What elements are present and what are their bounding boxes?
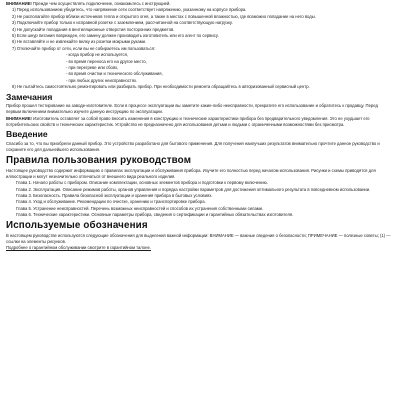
remarks-warning-label: ВНИМАНИЕ! bbox=[6, 115, 32, 121]
warning-subitem: - во время переноса его на другое место, bbox=[66, 58, 147, 64]
terms-paragraph: В настоящем руководстве используются следующие обозначения для выделения важной информации: ВНИМАНИЕ — важные сведения о безопасности; ПРИМЕЧАНИЕ — полезные советы; (1) — ссылки на элементы рисунков. bbox=[6, 232, 391, 244]
warning-item: 3) Подключайте прибор только к исправной розетке с заземлением, рассчитанной на соответствующую нагрузку. bbox=[12, 20, 233, 26]
warning-item: 1) Перед использованием убедитесь, что напряжение сети соответствует напряжению, указанному на корпусе прибора. bbox=[12, 7, 247, 13]
warning-subitem: - при любых других неисправностях. bbox=[66, 77, 138, 83]
warranty-link[interactable]: Подробнее о гарантийном обслуживании смотрите в гарантийном талоне. bbox=[6, 245, 151, 251]
rules-step: Глава 5. Устранение неисправностей. Перечень возможных неисправностей и способов их устранения собственными силами. bbox=[16, 205, 264, 211]
warning-item: 4) Не допускайте попадания в вентиляционные отверстия посторонних предметов. bbox=[12, 26, 175, 32]
warning-item: 2) Не располагайте прибор вблизи источников тепла и открытого огня, а также в местах с повышенной влажностью, где возможно попадание на него воды. bbox=[12, 13, 316, 19]
warning-subitem: - при перегреве или сбоях, bbox=[66, 64, 119, 70]
remarks-warning-text: Изготовитель оставляет за собой право вносить изменения в конструкцию и технические характеристики прибора без предварительного уведомления. Это не ухудшает его потребительских свойств и технических характеристик. Устройство не предназначено для использования детьми и людьми с ограниченными возможностями без присмотра. bbox=[6, 115, 370, 127]
warning-label: ВНИМАНИЕ! bbox=[6, 1, 32, 6]
rules-heading: Правила пользования руководством bbox=[6, 154, 192, 166]
intro-heading: Введение bbox=[6, 129, 48, 140]
warning-subitem: - когда прибор не используется, bbox=[66, 52, 129, 58]
intro-paragraph: Спасибо за то, что вы приобрели данный прибор. Это устройство разработано для бытового применения. Для получения наилучших результатов внимательно прочтите данное руководство и сохраните его для дальнейшего использования. bbox=[6, 141, 380, 153]
warning-item: 5) Если шнур питания поврежден, его замену должен производить изготовитель или его агент по сервису. bbox=[12, 32, 219, 38]
rules-paragraph: Настоящее руководство содержит информацию о правилах эксплуатации и обслуживания прибора. Изучите его полностью перед началом использования. Рисунки и схемы приводятся для иллюстрации и могут незначительно отличаться от внешнего вида реального изделия. bbox=[6, 167, 376, 179]
rules-step: Глава 4. Уход и обслуживание. Рекомендации по очистке, хранению и транспортировке прибора. bbox=[16, 199, 206, 205]
warning-item: 6) Не вставляйте и не извлекайте вилку из розетки мокрыми руками. bbox=[12, 39, 147, 45]
remarks-paragraph: Прибор прошел тестирование на заводе-изготовителе. Если в процессе эксплуатации вы заметите какие-либо неисправности, прекратите его использование и обратитесь к продавцу. Перед первым включением внимательно изучите данную инструкцию по эксплуатации. bbox=[6, 103, 378, 115]
warning-intro bbox=[6, 1, 394, 7]
warning-final: 8) Не пытайтесь самостоятельно ремонтировать или разбирать прибор. При необходимости ремонта обращайтесь в авторизованный сервисный центр. bbox=[12, 84, 310, 90]
rules-step: Глава 1. Начало работы с прибором. Описание комплектации, основных элементов прибора и подготовки к первому включению. bbox=[16, 180, 268, 186]
warning-intro-text: Прежде чем осуществлять подключение, ознакомьтесь с инструкцией. bbox=[32, 1, 171, 6]
terms-heading: Используемые обозначения bbox=[6, 219, 148, 231]
rules-step: Глава 6. Технические характеристики. Основные параметры прибора, сведения о сертификации и гарантийных обязательствах изготовителя. bbox=[16, 212, 294, 218]
remarks-warning bbox=[6, 116, 394, 128]
warning-item: 7) Отключайте прибор от сети, если вы не собираетесь им пользоваться: bbox=[12, 45, 156, 51]
rules-step: Глава 2. Эксплуатация. Описание режимов работы, органов управления и порядка настройки параметров для достижения оптимального результата в повседневном использовании. bbox=[16, 186, 371, 192]
rules-step: Глава 3. Безопасность. Правила безопасной эксплуатации и хранения прибора в бытовых условиях. bbox=[16, 192, 213, 198]
remarks-heading: Замечания bbox=[6, 91, 53, 102]
warning-subitem: - во время очистки и технического обслуживания, bbox=[66, 71, 163, 77]
